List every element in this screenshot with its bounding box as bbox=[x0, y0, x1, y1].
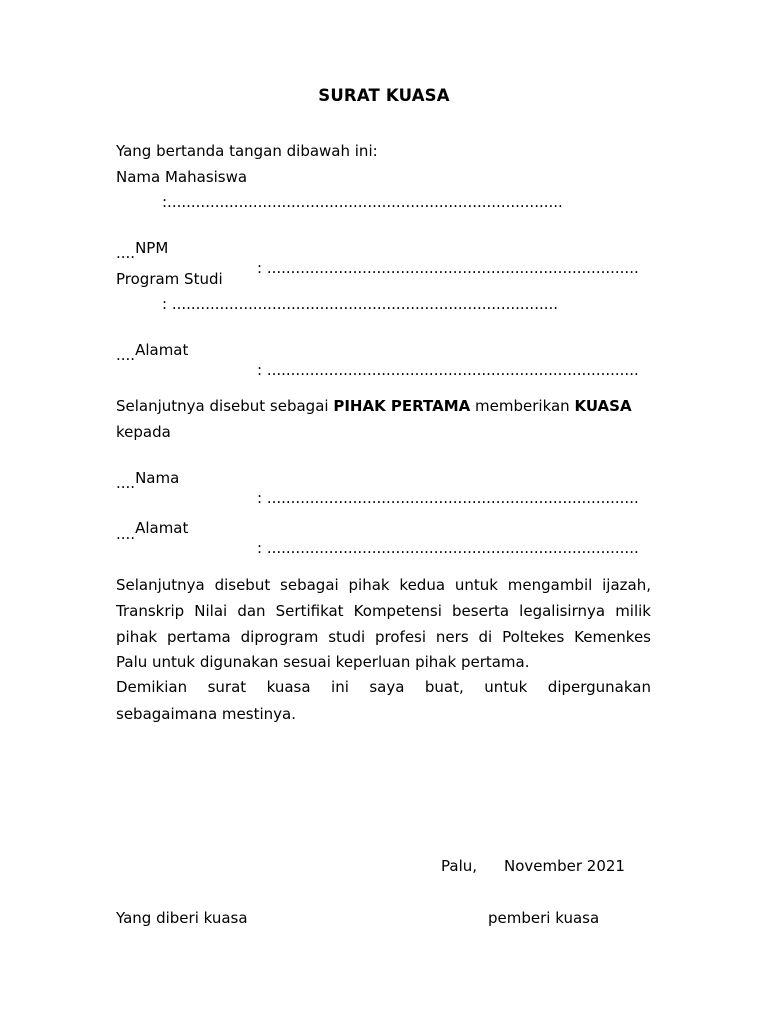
transition-text bbox=[116, 396, 632, 416]
body-line-6: sebagaimana mestinya. bbox=[116, 705, 296, 723]
signature-left-label: Yang diberi kuasa bbox=[116, 909, 248, 927]
student-name-label: Nama Mahasiswa bbox=[116, 168, 248, 186]
body-line-1: Selanjutnya disebut sebagai pihak kedua untuk mengambil ijazah, bbox=[116, 576, 651, 594]
body-line-4: Palu untuk digunakan sesuai keperluan pihak pertama. bbox=[116, 653, 530, 671]
study-program-value: : ................................................................................. bbox=[162, 295, 559, 313]
body-line-5: Demikian surat kuasa ini saya buat, untuk dipergunakan bbox=[116, 678, 651, 696]
address-value-2-wrap: .... bbox=[116, 525, 136, 543]
address-value-1: : .............................................................................. bbox=[257, 361, 639, 379]
signature-right-label: pemberi kuasa bbox=[488, 909, 600, 927]
name-label-2: Nama bbox=[135, 469, 180, 487]
date-text: November 2021 bbox=[504, 857, 625, 875]
name-value-2-wrap: .... bbox=[116, 474, 136, 492]
transition-pre: Selanjutnya disebut sebagai bbox=[116, 397, 334, 415]
place-text: Palu, bbox=[441, 857, 478, 875]
address-label-1: Alamat bbox=[135, 341, 189, 359]
transition-mid: memberikan bbox=[470, 397, 575, 415]
study-program-label: Program Studi bbox=[116, 270, 223, 288]
body-line-2: Transkrip Nilai dan Sertifikat Kompetensi beserta legalisirnya milik bbox=[116, 602, 651, 620]
first-party-term: PIHAK PERTAMA bbox=[333, 397, 471, 415]
body-line-3: pihak pertama diprogram studi profesi ners di Poltekes Kemenkes bbox=[116, 628, 651, 646]
name-value-2: : .............................................................................. bbox=[257, 489, 639, 507]
address-label-2: Alamat bbox=[135, 519, 189, 537]
student-name-value: :................................................................................... bbox=[162, 193, 563, 211]
npm-value-wrap: .... bbox=[116, 244, 136, 262]
power-term: KUASA bbox=[574, 397, 632, 415]
address-value-1-wrap: .... bbox=[116, 346, 136, 364]
intro-text: Yang bertanda tangan dibawah ini: bbox=[116, 142, 378, 160]
npm-label: NPM bbox=[135, 239, 169, 257]
npm-value: : .............................................................................. bbox=[257, 259, 639, 277]
transition-line2: kepada bbox=[116, 423, 171, 441]
address-value-2: : .............................................................................. bbox=[257, 539, 639, 557]
document-title: SURAT KUASA bbox=[318, 86, 450, 105]
